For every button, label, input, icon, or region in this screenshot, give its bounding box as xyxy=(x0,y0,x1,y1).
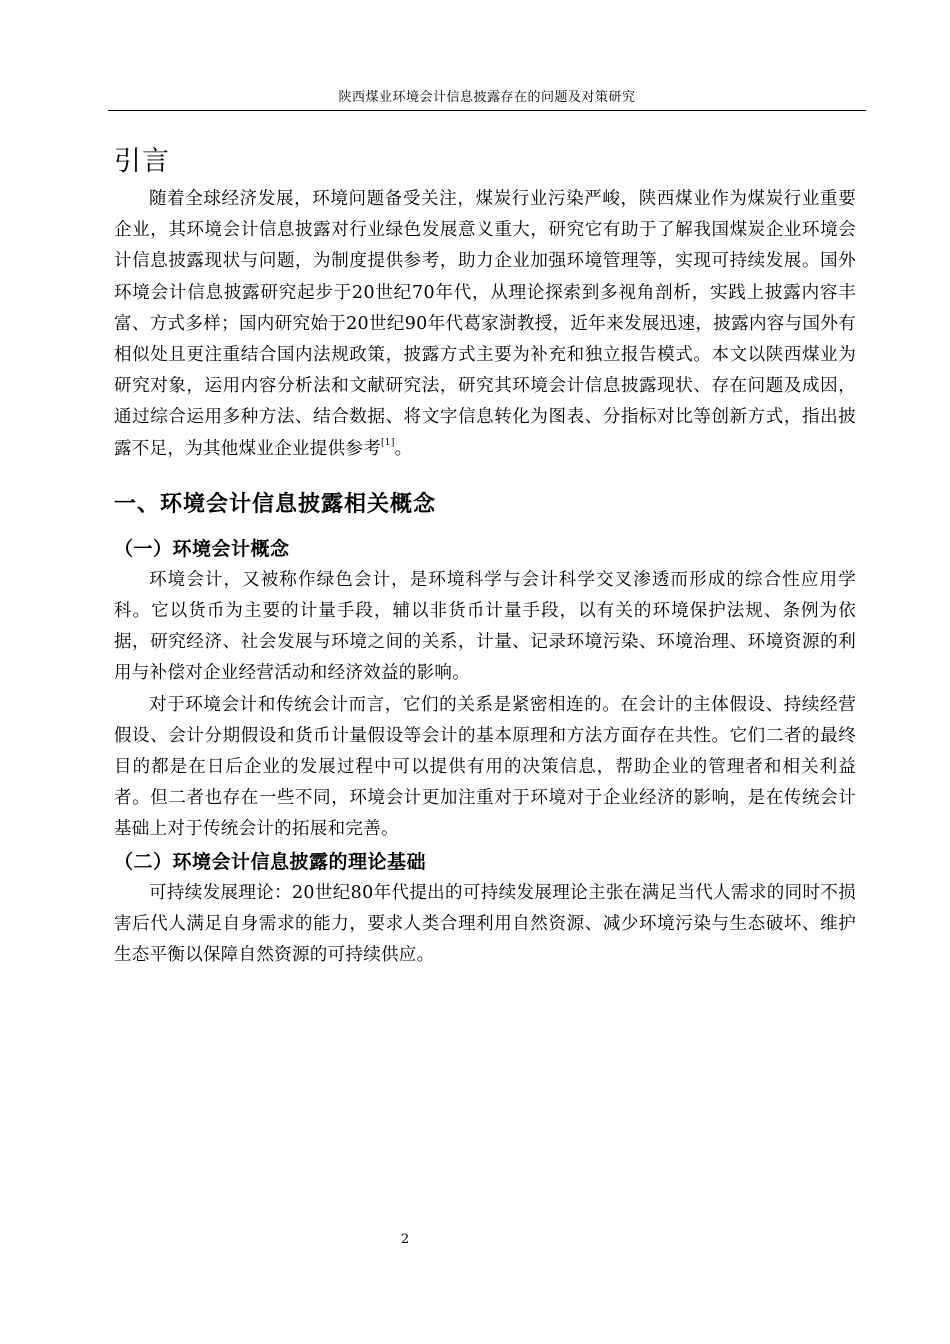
intro-paragraph xyxy=(114,184,856,465)
intro-paragraph-text: 随着全球经济发展，环境问题备受关注，煤炭行业污染严峻，陕西煤业作为煤炭行业重要企业，其环境会计信息披露对行业绿色发展意义重大，研究它有助于了解我国煤炭企业环境会计信息披露现状与问题，为制度提供参考，助力企业加强环境管理等，实现可持续发展。国外环境会计信息披露研究起步于20世纪70年代，从理论探索到多视角剖析，实践上披露内容丰富、方式多样；国内研究始于20世纪90年代葛家澍教授，近年来发展迅速，披露内容与国外有相似处且更注重结合国内法规政策，披露方式主要为补充和独立报告模式。本文以陕西煤业为研究对象，运用内容分析法和文献研究法，研究其环境会计信息披露现状、存在问题及成因，通过综合运用多种方法、结合数据、将文字信息转化为图表、分指标对比等创新方式，指出披露不足，为其他煤业企业提供参考 xyxy=(114,189,856,459)
section-1-title: 一、环境会计信息披露相关概念 xyxy=(114,491,437,517)
header-rule xyxy=(108,110,866,111)
subsection-1-paragraph-1: 环境会计，又被称作绿色会计，是环境科学与会计科学交叉渗透而形成的综合性应用学科。它以货币为主要的计量手段，辅以非货币计量手段，以有关的环境保护法规、条例为依据，研究经济、社会发展与环境之间的关系，计量、记录环境污染、环境治理、环境资源的利用与补偿对企业经营活动和经济效益的影响。 xyxy=(114,569,856,684)
intro-title: 引言 xyxy=(114,146,170,177)
subsection-1-title: （一）环境会计概念 xyxy=(114,537,290,560)
running-header: 陕西煤业环境会计信息披露存在的问题及对策研究 xyxy=(338,90,636,105)
subsection-1-paragraph-2: 对于环境会计和传统会计而言，它们的关系是紧密相连的。在会计的主体假设、持续经营假设、会计分期假设和货币计量假设等会计的基本原理和方法方面存在共性。它们二者的最终目的都是在日后企业的发展过程中可以提供有用的决策信息，帮助企业的管理者和相关利益者。但二者也存在一些不同，环境会计更加注重对于环境对于企业经济的影响，是在传统会计基础上对于传统会计的拓展和完善。 xyxy=(114,694,856,840)
page-content xyxy=(114,140,856,971)
subsection-2-title: （二）环境会计信息披露的理论基础 xyxy=(114,850,427,873)
subsection-2-paragraph-1: 可持续发展理论：20世纪80年代提出的可持续发展理论主张在满足当代人需求的同时不损害后代人满足自身需求的能力，要求人类合理利用自然资源、减少环境污染与生态破坏、维护生态平衡以保障自然资源的可持续供应。 xyxy=(114,882,856,966)
page-number: 2 xyxy=(400,1232,410,1247)
citation-marker: [1] xyxy=(381,437,395,448)
intro-paragraph-ending: 。 xyxy=(394,438,413,459)
